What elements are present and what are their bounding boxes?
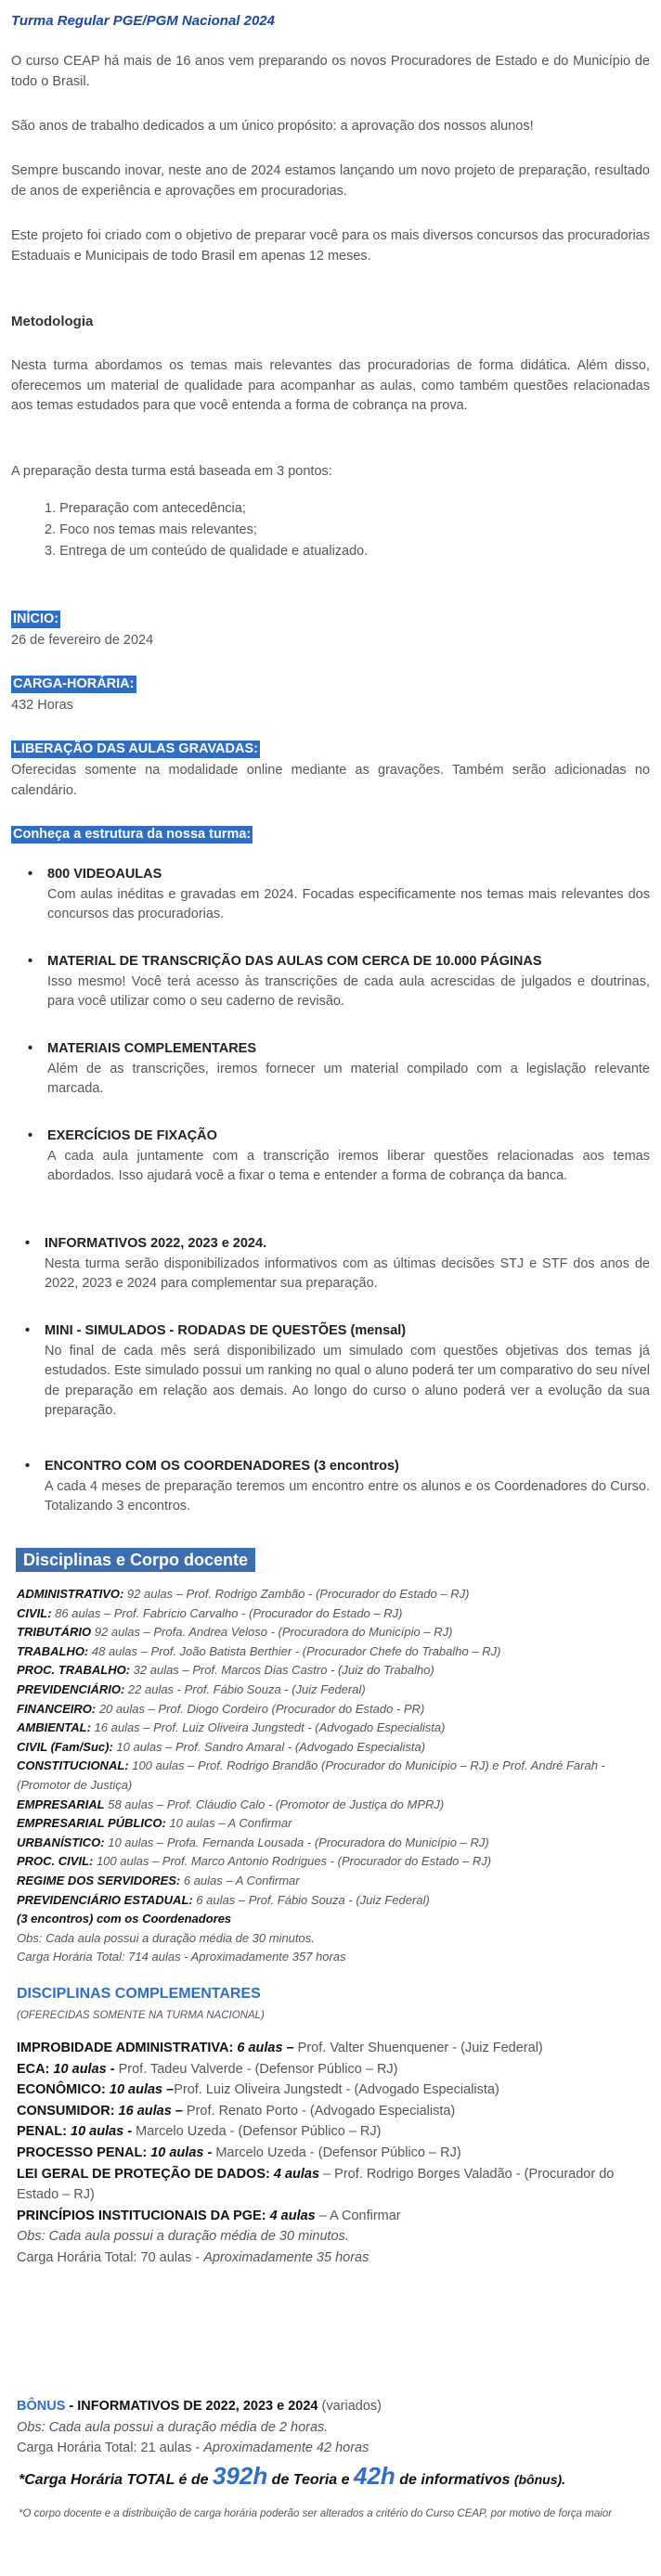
estrutura-item: • INFORMATIVOS 2022, 2023 e 2024. Nesta turma serão disponibilizados informativos com as últimas decisões STJ e STF dos anos de 2022, 2023 e 2024 para complementar sua preparação.: [25, 1236, 650, 1291]
teoria-hours: 392h: [212, 2462, 268, 2490]
bullet-icon: •: [28, 1128, 33, 1143]
list-item: ECA: 10 aulas - Prof. Tadeu Valverde - (Defensor Público – RJ): [17, 2061, 398, 2077]
list-item: FINANCEIRO: 20 aulas – Prof. Diogo Cordeiro (Procurador do Estado - PR): [17, 1701, 425, 1716]
inicio-label: INÍCIO:: [13, 612, 59, 626]
list-item: EMPRESARIAL PÚBLICO: 10 aulas – A Confirmar: [17, 1816, 292, 1831]
list-item: AMBIENTAL: 16 aulas – Prof. Luiz Oliveira Jungstedt - (Advogado Especialista): [17, 1720, 446, 1735]
footnote: *O corpo docente e a distribuição de carga horária poderão ser alterados a critério do Curso CEAP, por motivo de força maior: [19, 2508, 613, 2519]
list-item: PREVIDENCIÁRIO: 22 aulas - Prof. Fábio Souza - (Juiz Federal): [17, 1681, 366, 1696]
list-item: TRIBUTÁRIO 92 aulas – Profa. Andrea Veloso - (Procuradora do Município – RJ): [17, 1625, 453, 1640]
list-item: EMPRESARIAL 58 aulas – Prof. Cláudio Calo - (Promotor de Justiça do MPRJ): [17, 1797, 445, 1811]
list-item: PREVIDENCIÁRIO ESTADUAL: 6 aulas – Prof. Fábio Souza - (Juiz Federal): [17, 1892, 430, 1907]
liberacao-label: LIBERAÇÃO DAS AULAS GRAVADAS:: [13, 741, 258, 756]
estrutura-item: • MATERIAIS COMPLEMENTARES Além de as transcrições, iremos fornecer um material compilado com a legislação relevante marcada.: [28, 1041, 650, 1096]
informativos-hours: 42h: [354, 2462, 395, 2490]
bonus-block: [17, 2396, 650, 2459]
intro-paragraph-4: Este projeto foi criado com o objetivo de preparar você para os mais diversos concursos das procuradorias Estaduais e Municipais de todo Brasil em apenas 12 meses.: [11, 228, 650, 264]
estrutura-item: • EXERCÍCIOS DE FIXAÇÃO A cada aula juntamente com a transcrição iremos liberar questões relacionadas aos temas abordados. Isso ajudará você a fixar o tema e entender a forma de cobrança da banca.: [28, 1128, 650, 1183]
list-item: PENAL: 10 aulas - Marcelo Uzeda - (Defensor Público – RJ): [17, 2124, 382, 2140]
estrutura-label: Conheça a estrutura da nossa turma:: [13, 827, 252, 842]
metodologia-points-list: [45, 499, 639, 563]
disciplinas-total: Carga Horária Total: 714 aulas - Aproximadamente 357 horas: [17, 1950, 346, 1964]
list-item: ECONÔMICO: 10 aulas –Prof. Luiz Oliveira Jungstedt - (Advogado Especialista): [17, 2082, 499, 2098]
disciplinas-obs: Obs: Cada aula possui a duração média de 30 minutos.: [17, 1930, 315, 1945]
list-item: LEI GERAL DE PROTEÇÃO DE DADOS: 4 aulas – Prof. Rodrigo Borges Valadão - (Procurador do Estado – RJ): [17, 2166, 615, 2203]
list-item: 2. Foco nos temas mais relevantes;: [45, 522, 257, 537]
complementares-total: Carga Horária Total: 70 aulas - Aproximadamente 35 horas: [17, 2249, 369, 2265]
estrutura-item: • MATERIAL DE TRANSCRIÇÃO DAS AULAS COM CERCA DE 10.000 PÁGINAS Isso mesmo! Você terá acesso às transcrições de cada aula acrescidas de julgados e doutrinas, para você utilizar como o seu caderno de revisão.: [28, 954, 650, 1009]
page-title: Turma Regular PGE/PGM Nacional 2024: [11, 13, 275, 29]
list-item: REGIME DOS SERVIDORES: 6 aulas – A Confirmar: [17, 1873, 300, 1887]
list-item: PROCESSO PENAL: 10 aulas - Marcelo Uzeda - (Defensor Público – RJ): [17, 2145, 461, 2160]
estrutura-item: • ENCONTRO COM OS COORDENADORES (3 encontros) A cada 4 meses de preparação teremos um encontro entre os alunos e os Coordenadores do Curso. Totalizando 3 encontros.: [25, 1459, 650, 1513]
disciplinas-title: Disciplinas e Corpo docente: [16, 1548, 255, 1572]
list-item: PROC. TRABALHO: 32 aulas – Prof. Marcos Dias Castro - (Juiz do Trabalho): [17, 1663, 434, 1678]
bonus-title: BÔNUS - INFORMATIVOS DE 2022, 2023 e 2024 (variados): [17, 2399, 382, 2414]
intro-paragraph-2: São anos de trabalho dedicados a um único propósito: a aprovação dos nossos alunos!: [11, 119, 534, 134]
list-item: CONSUMIDOR: 16 aulas – Prof. Renato Porto - (Advogado Especialista): [17, 2103, 456, 2119]
bullet-icon: •: [25, 1323, 31, 1338]
total-summary: *Carga Horária TOTAL é de 392h de Teoria e 42h de informativos (bônus).: [19, 2462, 566, 2490]
list-item: URBANÍSTICO: 10 aulas – Profa. Fernanda Lousada - (Procuradora do Município – RJ): [17, 1835, 489, 1849]
complementares-subtitle: (OFERECIDAS SOMENTE NA TURMA NACIONAL): [17, 2010, 265, 2021]
list-item: CONSTITUCIONAL: 100 aulas – Prof. Rodrigo Brandão (Procurador do Município – RJ) e Prof. André Farah - (Promotor de Justiça): [17, 1758, 605, 1792]
list-item: PROC. CIVIL: 100 aulas – Prof. Marco Antonio Rodrigues - (Procurador do Estado – RJ): [17, 1854, 492, 1869]
bullet-icon: •: [25, 1459, 31, 1474]
metodologia-paragraph: Nesta turma abordamos os temas mais relevantes das procuradorias de forma didática. Além disso, oferecemos um material de qualidade para acompanhar as aulas, como também questões relacionadas aos temas estudados para que você entenda a forma de cobrança na prova.: [11, 358, 650, 413]
list-item: CIVIL (Fam/Suc): 10 aulas – Prof. Sandro Amaral - (Advogado Especialista): [17, 1739, 426, 1754]
list-item: (3 encontros) com os Coordenadores: [17, 1912, 232, 1926]
bullet-icon: •: [28, 954, 33, 969]
bullet-icon: •: [28, 1041, 33, 1056]
bonus-obs: Obs: Cada aula possui a duração média de 2 horas.: [17, 2419, 329, 2435]
estrutura-item: • MINI - SIMULADOS - RODADAS DE QUESTÕES (mensal) No final de cada mês será disponibilizado um simulado com questões objetivas dos temas já estudados. Este simulado possui um ranking no qual o aluno poderá ter um comparativo do seu nível de preparação em relação aos demais. Ao longo do curso o aluno poderá ver a evolução da sua preparação.: [25, 1323, 650, 1418]
bullet-icon: •: [25, 1236, 31, 1251]
list-item: PRINCÍPIOS INSTITUCIONAIS DA PGE: 4 aulas – A Confirmar: [17, 2208, 401, 2223]
carga-horaria-value: 432 Horas: [11, 698, 73, 713]
list-item: TRABALHO: 48 aulas – Prof. João Batista Berthier - (Procurador Chefe do Trabalho – RJ): [17, 1643, 501, 1658]
list-item: CIVIL: 86 aulas – Prof. Fabrício Carvalho - (Procurador do Estado – RJ): [17, 1605, 403, 1620]
estrutura-item: • 800 VIDEOAULAS Com aulas inéditas e gravadas em 2024. Focadas especificamente nos temas mais relevantes dos concursos das procuradorias.: [28, 867, 650, 921]
intro-paragraph-1: O curso CEAP há mais de 16 anos vem preparando os novos Procuradores de Estado e do Município de todo o Brasil.: [11, 54, 650, 89]
bonus-total: Carga Horária Total: 21 aulas - Aproximadamente 42 horas: [17, 2441, 369, 2456]
list-item: 3. Entrega de um conteúdo de qualidade e atualizado.: [45, 544, 369, 559]
complementares-title: DISCIPLINAS COMPLEMENTARES: [17, 1986, 261, 2002]
list-item: 1. Preparação com antecedência;: [45, 501, 246, 516]
list-item: IMPROBIDADE ADMINISTRATIVA: 6 aulas – Prof. Valter Shuenquener - (Juiz Federal): [17, 2041, 543, 2055]
complementares-list: [17, 2038, 650, 2269]
metodologia-points-intro: A preparação desta turma está baseada em 3 pontos:: [11, 464, 332, 479]
metodologia-heading: Metodologia: [11, 314, 94, 329]
complementares-obs: Obs: Cada aula possui a duração média de 30 minutos.: [17, 2229, 349, 2245]
bullet-icon: •: [28, 867, 33, 882]
liberacao-value: Oferecidas somente na modalidade online mediante as gravações. Também serão adicionadas no calendário.: [11, 763, 650, 798]
intro-paragraph-3: Sempre buscando inovar, neste ano de 2024 estamos lançando um novo projeto de preparação, resultado de anos de experiência e aprovações em procuradorias.: [11, 163, 650, 199]
inicio-value: 26 de fevereiro de 2024: [11, 633, 154, 648]
carga-horaria-label: CARGA-HORÁRIA:: [13, 676, 135, 691]
disciplinas-list: [17, 1585, 648, 1967]
list-item: ADMINISTRATIVO: 92 aulas – Prof. Rodrigo Zambão - (Procurador do Estado – RJ): [17, 1587, 470, 1601]
